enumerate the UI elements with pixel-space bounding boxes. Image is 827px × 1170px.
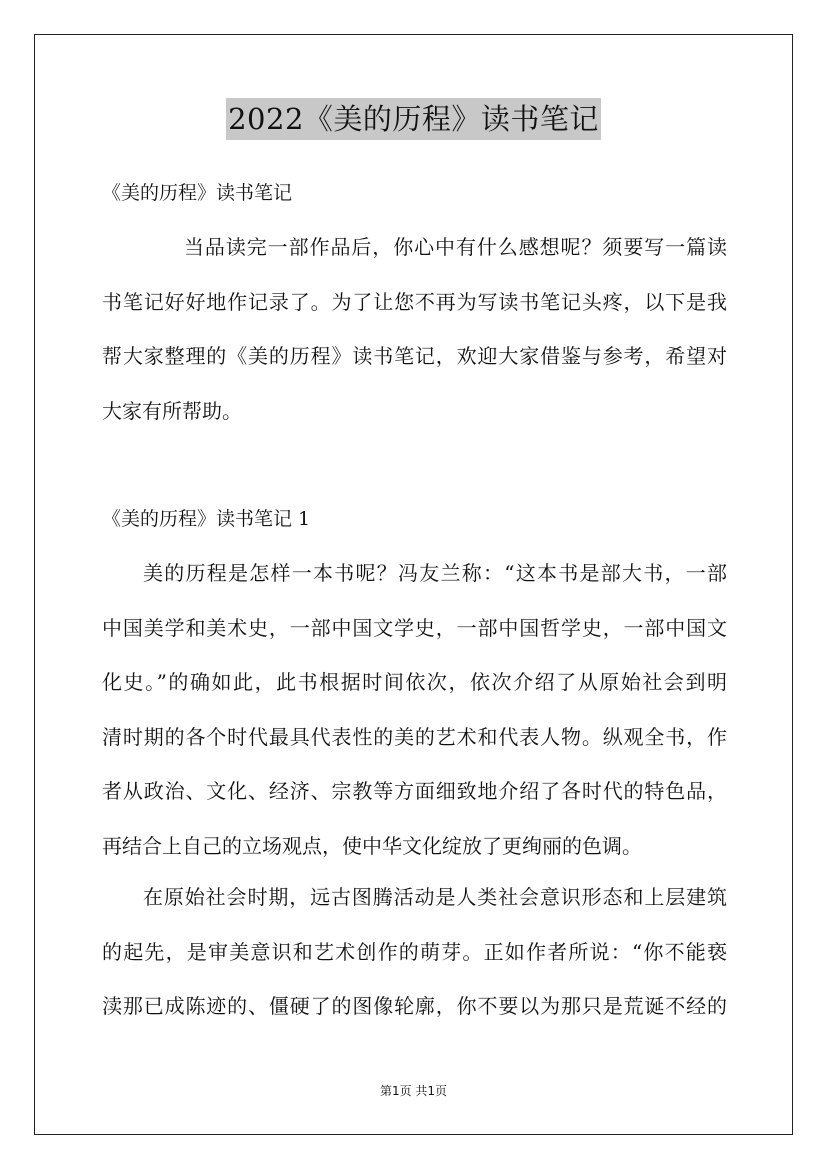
section-heading: 《美的历程》读书笔记 1 <box>102 508 311 530</box>
para2-line-3: 渎那已成陈迹的、僵硬了的图像轮廓，你不要以为那只是荒诞不经的 <box>102 994 727 1018</box>
para1-line-3: 化史。”的确如此，此书根据时间依次，依次介绍了从原始社会到明 <box>102 670 727 694</box>
intro-paragraph <box>102 220 727 438</box>
para1-line-5: 者从政治、文化、经济、宗教等方面细致地介绍了各时代的特色品， <box>102 779 727 803</box>
document-subtitle: 《美的历程》读书笔记 <box>102 182 293 204</box>
intro-line-2: 书笔记好好地作记录了。为了让您不再为写读书笔记头疼，以下是我 <box>102 289 727 314</box>
intro-line-4: 大家有所帮助。 <box>102 398 242 423</box>
page-footer: 第1页 共1页 <box>379 1084 448 1098</box>
para1-line-4: 清时期的各个时代最具代表性的美的艺术和代表人物。纵观全书，作 <box>102 724 727 749</box>
para1-line-6: 再结合上自己的立场观点，使中华文化绽放了更绚丽的色调。 <box>102 833 642 858</box>
document-title: 2022《美的历程》读书笔记 <box>226 98 601 140</box>
intro-line-1: 当品读完一部作品后，你心中有什么感想呢？须要写一篇读 <box>184 235 727 259</box>
para2-line-1: 在原始社会时期，远古图腾活动是人类社会意识形态和上层建筑 <box>143 885 727 909</box>
para2-line-2: 的起先，是审美意识和艺术创作的萌芽。正如作者所说：“你不能亵 <box>102 939 727 964</box>
para1-line-1: 美的历程是怎样一本书呢？冯友兰称：“这本书是部大书，一部 <box>143 561 727 585</box>
intro-line-3: 帮大家整理的《美的历程》读书笔记，欢迎大家借鉴与参考，希望对 <box>102 344 727 368</box>
title-wrap <box>0 98 827 140</box>
para1-line-2: 中国美学和美术史，一部中国文学史，一部中国哲学史，一部中国文 <box>102 615 727 640</box>
paragraph-2 <box>102 870 727 1034</box>
paragraph-1 <box>102 546 727 873</box>
